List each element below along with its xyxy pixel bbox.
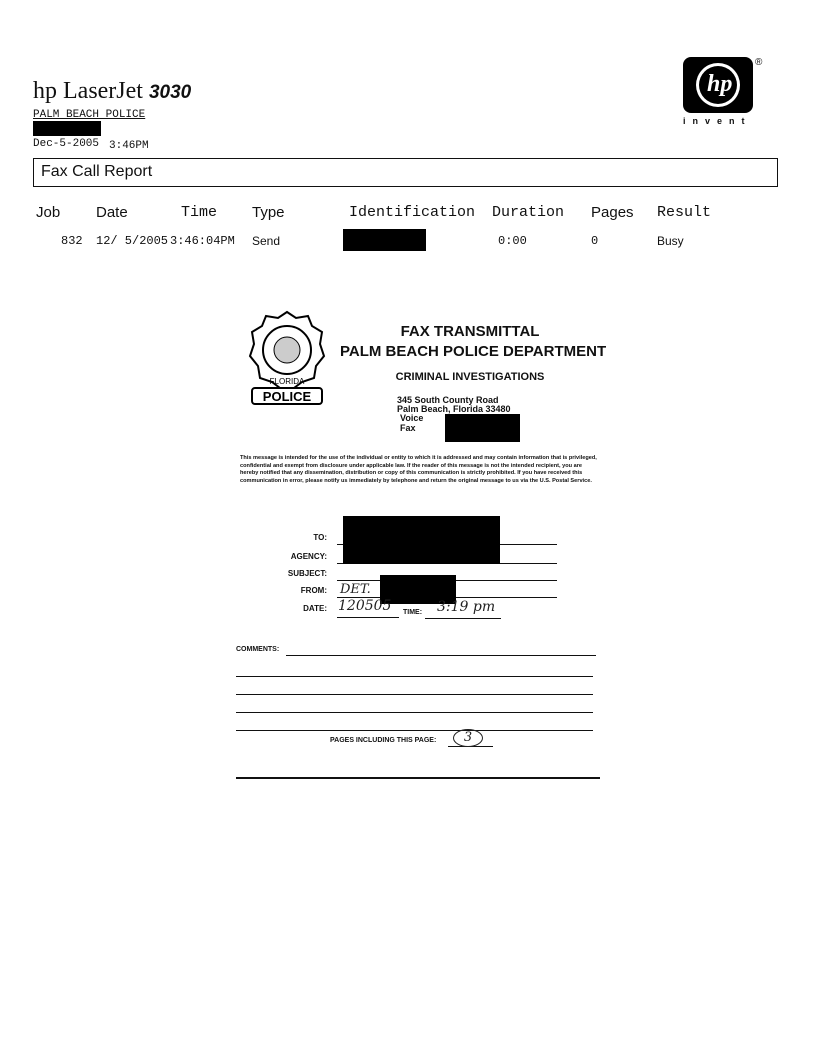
date-value: 120505 — [338, 598, 392, 614]
cell-date: 12/ 5/2005 — [96, 234, 169, 248]
redacted-identification — [343, 229, 426, 251]
column-header-duration: Duration — [492, 204, 565, 221]
column-header-job: Job — [36, 204, 61, 221]
column-header-pages: Pages — [591, 204, 634, 221]
registered-mark: ® — [755, 57, 763, 68]
subject-label: SUBJECT: — [287, 569, 327, 578]
cover-title: FAX TRANSMITTAL — [400, 323, 540, 340]
address-line-1: 345 South County Road — [397, 395, 499, 405]
division-name: CRIMINAL INVESTIGATIONS — [395, 371, 545, 383]
voice-label: Voice — [400, 413, 424, 423]
to-label: TO: — [313, 533, 327, 542]
report-title: Fax Call Report — [41, 163, 153, 180]
hp-tagline: invent — [683, 116, 752, 126]
time-label: TIME: — [403, 609, 423, 616]
brand-name: hp LaserJet — [33, 78, 143, 104]
pages-label: PAGES INCLUDING THIS PAGE: — [330, 737, 437, 744]
agency-label: AGENCY: — [290, 552, 327, 561]
printer-model — [33, 78, 191, 105]
time-value: 3:19 pm — [437, 599, 496, 615]
department-name: PALM BEACH POLICE DEPARTMENT — [340, 343, 607, 360]
column-header-result: Result — [657, 204, 712, 221]
cell-pages: 0 — [591, 234, 599, 248]
hp-logo-text: hp — [707, 71, 733, 97]
confidentiality-disclaimer: This message is intended for the use of the individual or entity to which it is addressed and may contain information that is privileged, confidential and exempt from disclosure under applicable law. If the reader of this message is not the intended recipient, you are hereby notified that any dissemination, distribution or copy of this communication is strictly prohibited. If you have received this communication in error, please notify us immediately by telephone and return the original message to us via the U.S. Postal Service. — [240, 455, 597, 484]
fax-label: Fax — [400, 423, 416, 433]
redacted-phone — [445, 414, 520, 442]
svg-text:FLORIDA: FLORIDA — [269, 377, 305, 386]
column-header-date: Date — [96, 204, 128, 221]
column-header-identification: Identification — [349, 204, 476, 221]
from-label: FROM: — [300, 586, 327, 595]
cell-duration: 0:00 — [498, 234, 527, 248]
police-seal — [248, 310, 326, 406]
date-label: DATE: — [303, 604, 327, 613]
bottom-rule — [236, 777, 600, 779]
svg-text:POLICE: POLICE — [262, 389, 312, 404]
pages-value: 3 — [453, 729, 483, 747]
address-line-2: Palm Beach, Florida 33480 — [397, 404, 511, 414]
cell-time: 3:46:04PM — [170, 234, 235, 248]
redaction — [33, 121, 101, 136]
cell-type: Send — [252, 234, 281, 248]
report-time: 3:46PM — [109, 140, 149, 152]
column-header-type: Type — [252, 204, 285, 221]
report-title-box — [33, 158, 778, 187]
cell-job: 832 — [61, 234, 83, 248]
model-number: 3030 — [148, 82, 192, 103]
redacted-recipient — [343, 516, 500, 564]
hp-logo — [683, 57, 753, 113]
cell-result: Busy — [657, 234, 684, 248]
column-header-time: Time — [181, 204, 218, 221]
from-value: DET. — [340, 582, 371, 597]
report-date: Dec-5-2005 — [33, 138, 100, 150]
sender-name: PALM BEACH POLICE — [33, 109, 146, 121]
comments-label: COMMENTS: — [236, 646, 280, 653]
